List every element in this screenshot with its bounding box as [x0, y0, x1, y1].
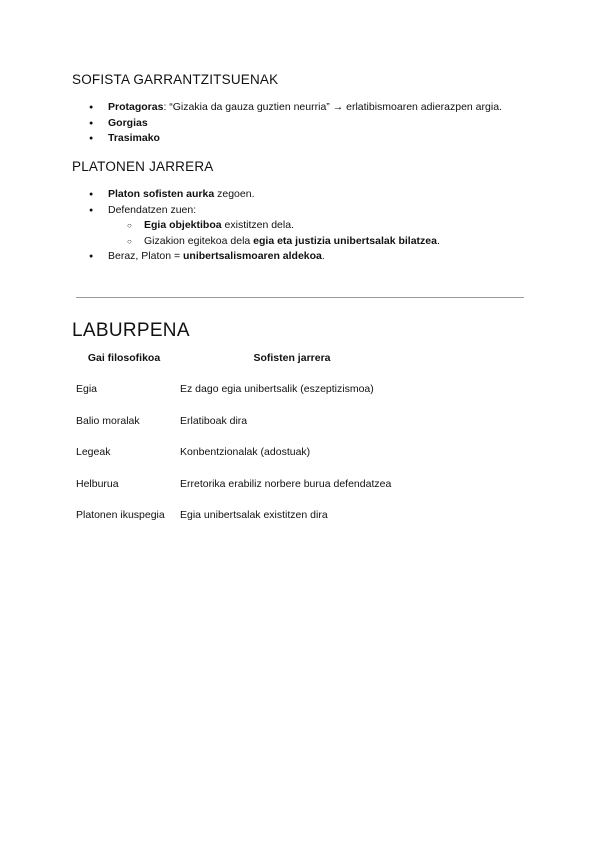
table-cell: Balio moralak — [76, 414, 140, 427]
table-cell: Erlatiboak dira — [180, 414, 248, 427]
horizontal-divider — [76, 297, 524, 298]
table-cell: Helburua — [76, 477, 119, 490]
section-title-platon: PLATONEN JARRERA — [72, 159, 214, 174]
item-text: . — [436, 234, 440, 247]
table-header-row — [72, 348, 408, 374]
item-text: . — [321, 250, 325, 262]
table-cell: Egia unibertsalak existitzen dira — [180, 509, 328, 521]
column-header: Sofisten jarrera — [253, 352, 331, 364]
table-cell: Ez dago egia unibertsalik (eszeptizismoa) — [180, 383, 374, 395]
column-header: Gai filosofikoa — [87, 352, 161, 364]
table-row — [72, 374, 408, 406]
item-text: Gizakion egitekoa dela — [144, 234, 254, 247]
list-item — [72, 187, 542, 203]
sublist-item — [72, 234, 542, 250]
list-item — [72, 100, 542, 116]
platon-list — [72, 187, 542, 265]
platon-sublist — [72, 218, 542, 249]
item-text: zegoen. — [214, 188, 255, 200]
table-row — [72, 406, 408, 438]
table-cell: Egia — [76, 383, 98, 395]
item-bold: Gorgias — [108, 116, 148, 129]
summary-table — [72, 348, 408, 532]
item-bold: Trasimako — [108, 132, 160, 144]
item-text: : “Gizakia da gauza guztien neurria” → erlatibismoaren adierazpen argia. — [163, 101, 502, 113]
item-bold: unibertsalismoaren aldekoa — [183, 250, 322, 262]
table-row — [72, 437, 408, 469]
list-item — [72, 203, 542, 250]
item-text: Defendatzen zuen: — [108, 203, 197, 216]
summary-title: LABURPENA — [72, 320, 190, 341]
table-row — [72, 500, 408, 532]
item-bold: Platon sofisten aurka — [108, 188, 215, 200]
table-row — [72, 469, 408, 501]
item-bold: egia eta justizia unibertsalak bilatzea — [253, 234, 437, 247]
list-item — [72, 249, 542, 265]
item-bold: Protagoras — [108, 101, 164, 113]
table-cell: Erretorika erabiliz norbere burua defendatzea — [180, 477, 392, 490]
section-title-sofistak: SOFISTA GARRANTZITSUENAK — [72, 72, 279, 87]
sofistak-list — [72, 100, 542, 147]
list-item — [72, 116, 542, 132]
table-cell: Legeak — [76, 446, 111, 458]
item-text: Beraz, Platon = — [108, 250, 184, 262]
table-cell: Platonen ikuspegia — [76, 509, 165, 521]
item-text: existitzen dela. — [221, 219, 294, 231]
table-cell: Konbentzionalak (adostuak) — [180, 446, 311, 458]
list-item — [72, 131, 542, 147]
sublist-item — [72, 218, 542, 234]
item-bold: Egia objektiboa — [144, 219, 222, 231]
